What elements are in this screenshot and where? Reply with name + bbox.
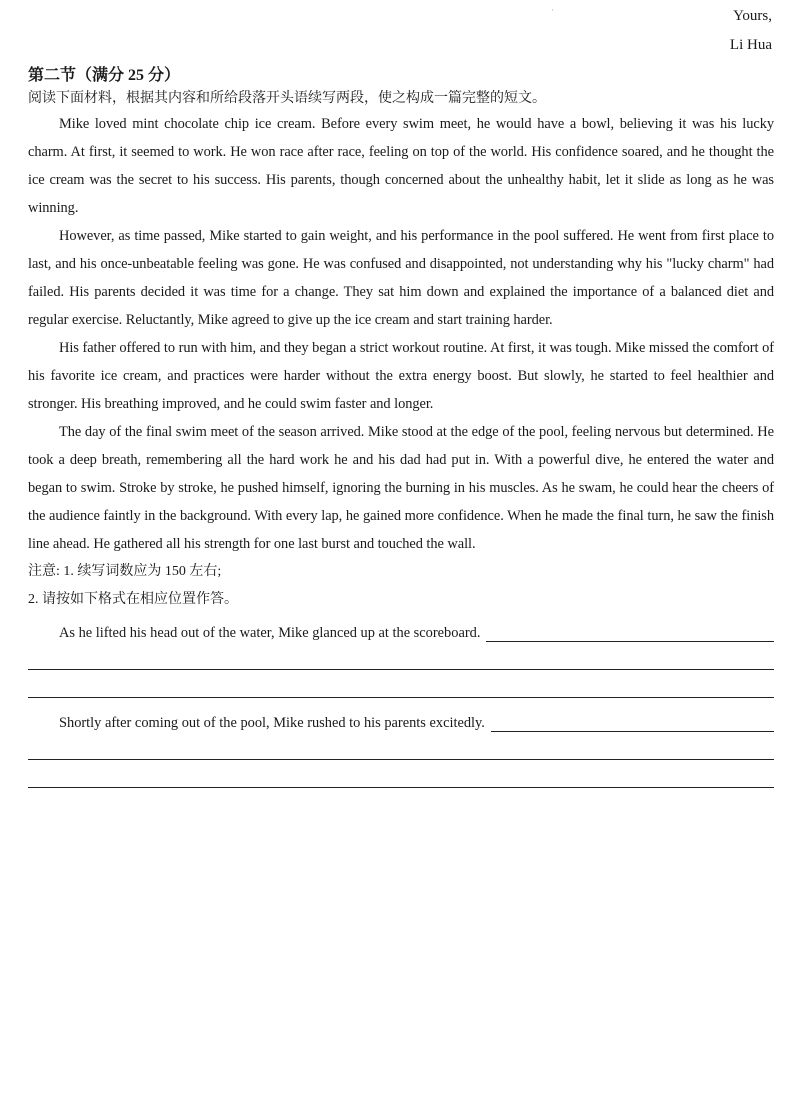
note-word-count: 注意: 1. 续写词数应为 150 左右; bbox=[28, 564, 222, 579]
prompt-2-text: Shortly after coming out of the pool, Mike rushed to his parents excitedly. bbox=[59, 715, 485, 731]
answer-line[interactable] bbox=[28, 732, 774, 760]
note-format: 2. 请按如下格式在相应位置作答。 bbox=[28, 592, 238, 607]
story-paragraph-2: However, as time passed, Mike started to gain weight, and his performance in the pool suffered. He went from first place to last, and his once-unbeatable feeling was gone. He was confused and disappointed, not understanding why his "lucky charm" had failed. His parents decided it was time for a change. They sat him down and explained the importance of a balanced diet and regular exercise. Reluctantly, Mike agreed to give up the ice cream and start training harder. bbox=[28, 228, 774, 328]
answer-prompt-2 bbox=[28, 704, 774, 732]
closing-name: Li Hua bbox=[729, 37, 772, 53]
section-title: 第二节（满分 25 分） bbox=[28, 67, 181, 84]
scan-dot: · bbox=[551, 6, 554, 15]
answer-prompt-1 bbox=[28, 614, 774, 642]
exam-section bbox=[28, 64, 774, 788]
closing-salutation: Yours, bbox=[733, 8, 772, 24]
story-paragraph-1: Mike loved mint chocolate chip ice cream. Before every swim meet, he would have a bowl, believing it was his lucky charm. At first, it seemed to work. He won race after race, feeling on top of the world. His confidence soared, and he thought the ice cream was the secret to his success. His parents, though concerned about the unhealthy habit, let it slide as long as he was winning. bbox=[28, 116, 774, 216]
answer-line[interactable] bbox=[28, 642, 774, 670]
answer-blank-1[interactable] bbox=[486, 625, 774, 642]
answer-line[interactable] bbox=[28, 670, 774, 698]
section-instruction: 阅读下面材料，根据其内容和所给段落开头语续写两段，使之构成一篇完整的短文。 bbox=[28, 91, 546, 106]
story-paragraph-3: His father offered to run with him, and they began a strict workout routine. At first, it was tough. Mike missed the comfort of his favorite ice cream, and practices were harder without the extra energy boost. But slowly, he started to feel healthier and stronger. His breathing improved, and he could swim faster and longer. bbox=[28, 340, 774, 412]
story-paragraph-4: The day of the final swim meet of the season arrived. Mike stood at the edge of the pool, feeling nervous but determined. He took a deep breath, remembering all the hard work he and his dad had put in. With a powerful dive, he entered the water and began to swim. Stroke by stroke, he pushed himself, ignoring the burning in his muscles. As he swam, he could hear the cheers of the audience faintly in the background. With every lap, he gained more confidence. When he made the final turn, he saw the finish line ahead. He gathered all his strength for one last burst and touched the wall. bbox=[28, 424, 774, 552]
answer-blank-2[interactable] bbox=[491, 715, 774, 732]
answer-line[interactable] bbox=[28, 760, 774, 788]
prompt-1-text: As he lifted his head out of the water, Mike glanced up at the scoreboard. bbox=[59, 625, 481, 641]
